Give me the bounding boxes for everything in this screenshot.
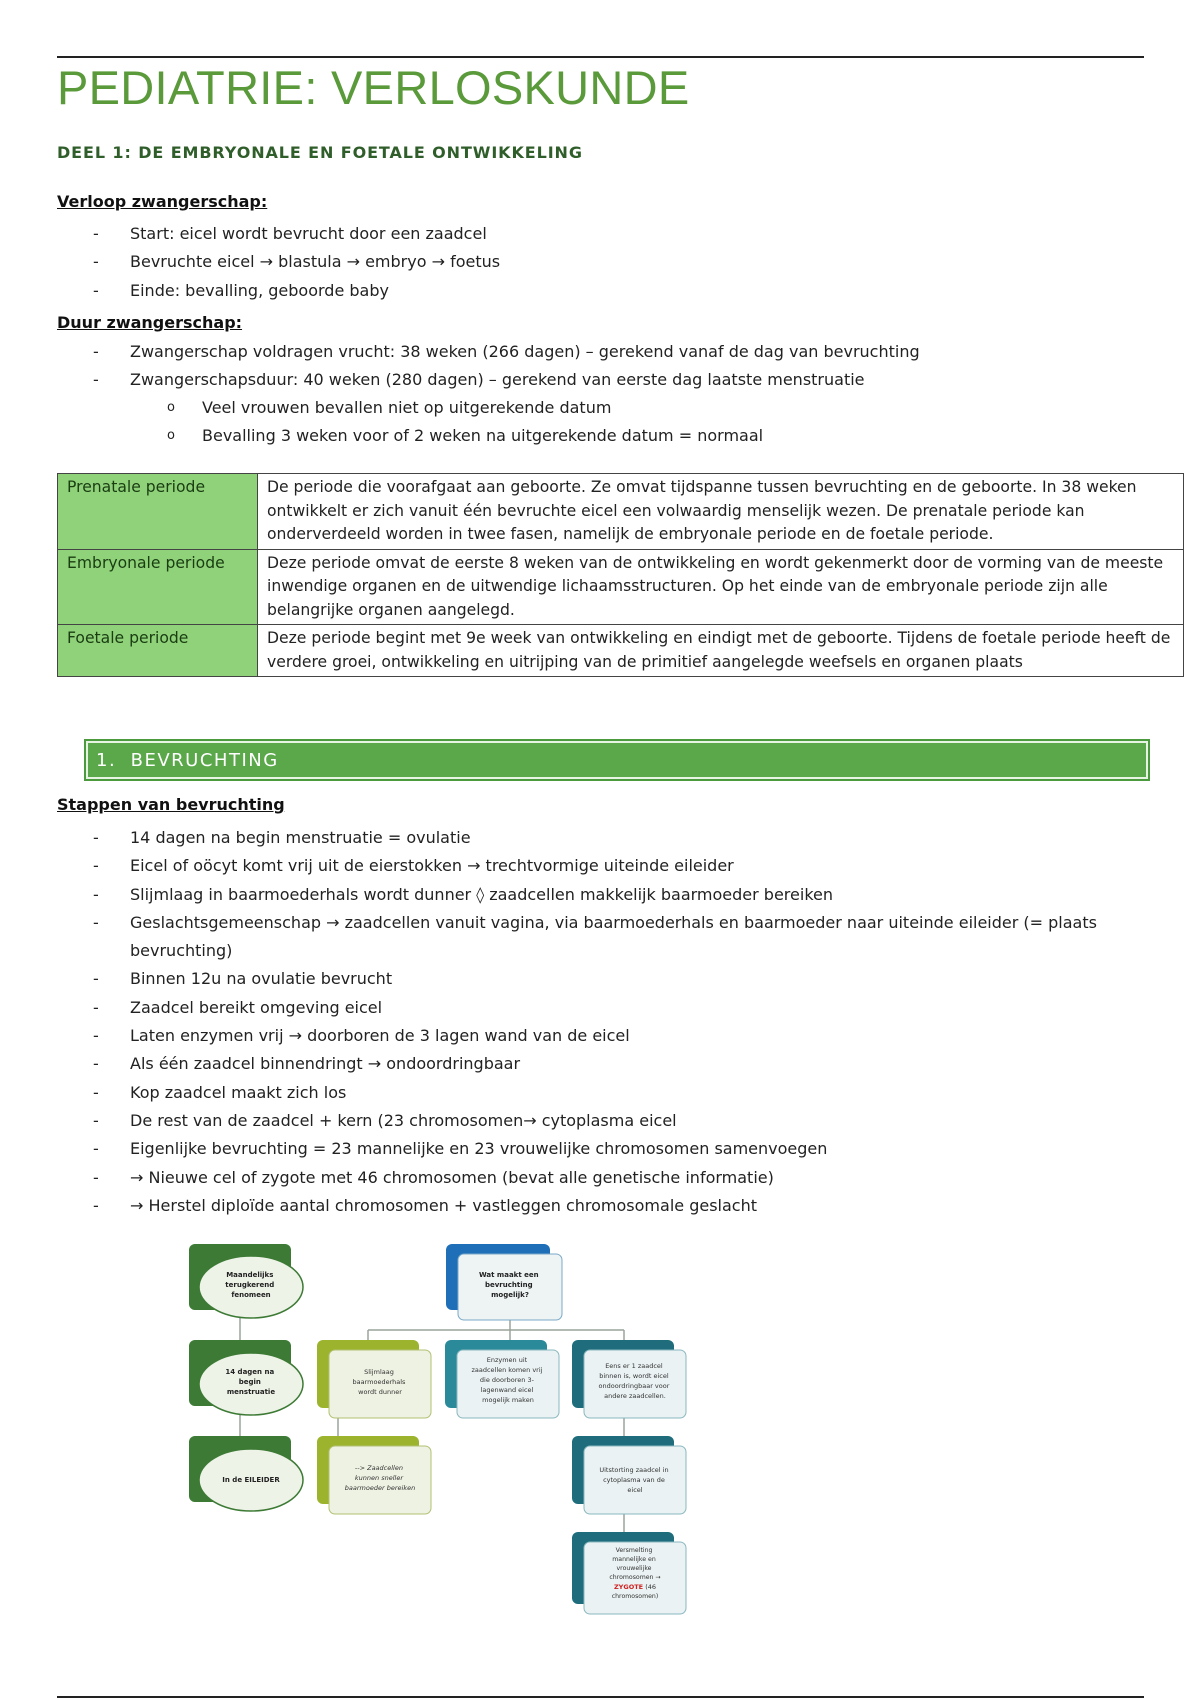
diagram-text: zaadcellen komen vrij xyxy=(471,1366,543,1374)
diagram-text: begin xyxy=(238,1378,261,1386)
list-item: - Start: eicel wordt bevrucht door een zaadcel xyxy=(57,220,1137,248)
diagram-connectors xyxy=(240,1318,624,1535)
diagram-text: Uitstorting zaadcel in xyxy=(599,1466,669,1474)
diagram-node-eens-zaadcel xyxy=(572,1340,686,1418)
diagram-text: In de EILEIDER xyxy=(222,1476,280,1484)
stappen-heading: Stappen van bevruchting xyxy=(57,795,285,814)
period-desc: De periode die voorafgaat aan geboorte. Ze omvat tijdspanne tussen bevruchting en de geboorte. In 38 weken ontwikkelt er zich vanuit één bevruchte eicel een volwaardig menselijk wezen. De prenatale periode kan onderverdeeld worden in twee fasen, namelijk de embryonale periode en de foetale periode. xyxy=(258,474,1184,550)
period-term: Foetale periode xyxy=(58,625,258,677)
period-desc: Deze periode begint met 9e week van ontwikkeling en eindigt met de geboorte. Tijdens de foetale periode heeft de verdere groei, ontwikkeling en uitrijping van de primitief aangelegde weefsels en organen plaats xyxy=(258,625,1184,677)
diagram-text: Versmelting xyxy=(615,1547,653,1554)
list-item: - Eigenlijke bevruchting = 23 mannelijke en 23 vrouwelijke chromosomen samenvoegen xyxy=(57,1135,1137,1163)
diagram-node-root xyxy=(446,1244,562,1320)
page-subtitle: DEEL 1: DE EMBRYONALE EN FOETALE ONTWIKKELING xyxy=(57,143,583,162)
diagram-text: bevruchting xyxy=(484,1281,533,1289)
diagram-node-14-dagen xyxy=(189,1340,303,1415)
diagram-text: die doorboren 3- xyxy=(479,1376,534,1384)
diagram-text: Maandelijks xyxy=(226,1271,274,1279)
svg-text:Maandelijks terugkerend xyxy=(225,1271,276,1299)
diagram-text: vrouwelijke xyxy=(616,1565,652,1572)
diagram-node-maandelijks xyxy=(189,1244,303,1318)
diagram-text: mannelijke en xyxy=(612,1556,656,1563)
list-item: - → Nieuwe cel of zygote met 46 chromosomen (bevat alle genetische informatie) xyxy=(57,1164,1137,1192)
section-number: 1. xyxy=(96,750,117,771)
list-item: o Veel vrouwen bevallen niet op uitgerekende datum xyxy=(57,394,1137,422)
diagram-node-zaadcellen-sneller xyxy=(317,1436,431,1514)
diagram-text: terugkerend xyxy=(225,1281,275,1289)
diagram-text: ondoordringbaar voor xyxy=(598,1382,670,1390)
bottom-rule xyxy=(57,1696,1144,1698)
diagram-text: Enzymen uit xyxy=(486,1356,528,1364)
diagram-text: lagenwand eicel xyxy=(480,1386,534,1394)
diagram-text: baarmoeder bereiken xyxy=(344,1484,416,1492)
list-item: - Als één zaadcel binnendringt → ondoordringbaar xyxy=(57,1050,1137,1078)
svg-text:--> Zaadcellen kunnen sn xyxy=(345,1464,415,1492)
diagram-text: mogelijk maken xyxy=(482,1396,534,1404)
diagram-text: fenomeen xyxy=(231,1291,271,1299)
svg-text:ZYGOTE (46 xyxy=(614,1583,656,1591)
list-item: - Einde: bevalling, geboorde baby xyxy=(57,277,1137,305)
list-item: - Zwangerschapsduur: 40 weken (280 dagen) – gerekend van eerste dag laatste menstruatie xyxy=(57,366,1137,394)
diagram-text: eicel xyxy=(627,1486,643,1494)
diagram-text: binnen is, wordt eicel xyxy=(599,1372,669,1380)
diagram-text: chromosomen → xyxy=(609,1574,661,1581)
list-item: - 14 dagen na begin menstruatie = ovulatie xyxy=(57,824,1137,852)
diagram-text: baarmoederhals xyxy=(352,1378,406,1386)
page-title: PEDIATRIE: VERLOSKUNDE xyxy=(57,61,690,114)
list-item: - De rest van de zaadcel + kern (23 chromosomen→ cytoplasma eicel xyxy=(57,1107,1137,1135)
diagram-text: Wat maakt een xyxy=(478,1271,539,1279)
verloop-heading: Verloop zwangerschap: xyxy=(57,192,268,211)
diagram-text: kunnen sneller xyxy=(354,1474,404,1482)
diagram-node-eileider xyxy=(189,1436,303,1511)
list-item: - Laten enzymen vrij → doorboren de 3 lagen wand van de eicel xyxy=(57,1022,1137,1050)
diagram-text: chromosomen) xyxy=(611,1593,659,1600)
list-item: - Slijmlaag in baarmoederhals wordt dunner ◊ zaadcellen makkelijk baarmoeder bereiken xyxy=(57,881,1137,909)
diagram-text: 14 dagen na xyxy=(225,1368,275,1376)
diagram-text: Slijmlaag xyxy=(364,1368,394,1376)
duur-heading: Duur zwangerschap: xyxy=(57,313,243,332)
diagram-node-uitstorting xyxy=(572,1436,686,1514)
list-item: - Kop zaadcel maakt zich los xyxy=(57,1079,1137,1107)
section-title: BEVRUCHTING xyxy=(130,750,279,771)
diagram-text: (46 xyxy=(645,1583,657,1591)
diagram-text: cytoplasma van de xyxy=(603,1476,665,1484)
diagram-text: mogelijk? xyxy=(491,1291,529,1299)
diagram-node-enzymen xyxy=(445,1340,559,1418)
period-term: Embryonale periode xyxy=(58,549,258,625)
diagram-text: Eens er 1 zaadcel xyxy=(605,1362,663,1370)
diagram-node-versmelting xyxy=(572,1532,686,1614)
diagram-node-slijmlaag xyxy=(317,1340,431,1418)
list-item: - Zaadcel bereikt omgeving eicel xyxy=(57,994,1137,1022)
period-term: Prenatale periode xyxy=(58,474,258,550)
list-item: o Bevalling 3 weken voor of 2 weken na uitgerekende datum = normaal xyxy=(57,422,1137,450)
period-desc: Deze periode omvat de eerste 8 weken van de ontwikkeling en wordt gekenmerkt door de vorming van de meeste inwendige organen en de uitwendige lichaamsstructuren. Op het einde van de embryonale periode zijn alle belangrijke organen aangelegd. xyxy=(258,549,1184,625)
list-item: - Geslachtsgemeenschap → zaadcellen vanuit vagina, via baarmoederhals en baarmoeder naar uiteinde eileider (= plaats bevruchting) xyxy=(57,909,1137,966)
diagram-text: menstruatie xyxy=(226,1388,276,1396)
list-item: - Eicel of oöcyt komt vrij uit de eierstokken → trechtvormige uiteinde eileider xyxy=(57,852,1137,880)
diagram-text: --> Zaadcellen xyxy=(354,1464,403,1472)
svg-text:In de EILEIDER xyxy=(222,1476,280,1484)
diagram-text: wordt dunner xyxy=(358,1388,402,1396)
list-item: - Bevruchte eicel → blastula → embryo → foetus xyxy=(57,248,1137,276)
list-item: - Zwangerschap voldragen vrucht: 38 weken (266 dagen) – gerekend vanaf de dag van bevruchting xyxy=(57,338,1137,366)
list-item: - → Herstel diploïde aantal chromosomen + vastleggen chromosomale geslacht xyxy=(57,1192,1137,1220)
zygote-label: ZYGOTE xyxy=(613,1583,644,1591)
diagram-text: andere zaadcellen. xyxy=(604,1392,666,1400)
list-item: - Binnen 12u na ovulatie bevrucht xyxy=(57,965,1137,993)
